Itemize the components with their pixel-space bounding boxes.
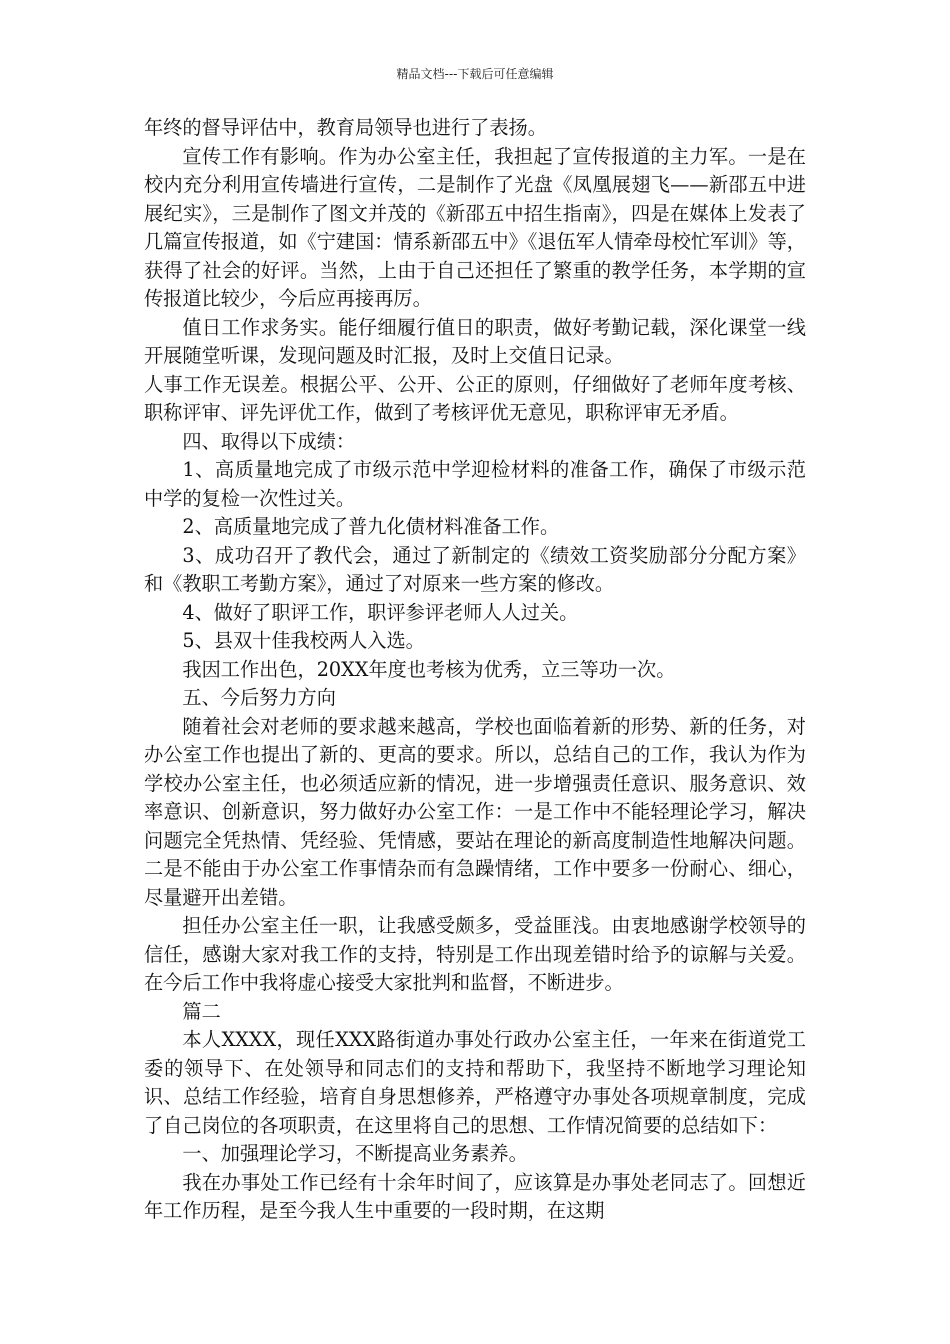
list-item: 5、县双十佳我校两人入选。 <box>182 629 425 652</box>
paragraph: 宣传工作有影响。作为办公室主任，我担起了宣传报道的主力军。一是在校内充分利用宣传墙进行宣传，二是制作了光盘《凤凰展翅飞——新邵五中进展纪实》，三是制作了图文并茂的《新邵五中招生指南》，四是在媒体上发表了几篇宣传报道，如《宁建国：情系新邵五中》《退伍军人情牵母校忙军训》等，获得了社会的好评。当然，上由于自己还担任了繁重的教学任务，本学期的宣传报道比较少，今后应再接再厉。 <box>144 144 806 310</box>
section-heading: 一、加强理论学习，不断提高业务素养。 <box>182 1142 528 1165</box>
page-header: 精品文档---下载后可任意编辑 <box>396 67 554 81</box>
paragraph: 我在办事处工作已经有十余年时间了，应该算是办事处老同志了。回想近年工作历程，是至今我人生中重要的一段时期，在这期 <box>144 1170 806 1222</box>
list-item: 2、高质量地完成了普九化债材料准备工作。 <box>182 515 560 538</box>
paragraph: 值日工作求务实。能仔细履行值日的职责，做好考勤记载，深化课堂一线开展随堂听课，发现问题及时汇报，及时上交值日记录。 <box>144 315 806 367</box>
paragraph: 担任办公室主任一职，让我感受颇多，受益匪浅。由衷地感谢学校领导的信任，感谢大家对我工作的支持，特别是工作出现差错时给予的谅解与关爱。在今后工作中我将虚心接受大家批判和监督，不断进步。 <box>144 914 806 994</box>
paragraph: 我因工作出色，20XX年度也考核为优秀，立三等功一次。 <box>182 657 676 681</box>
list-item: 3、成功召开了教代会，通过了新制定的《绩效工资奖励部分分配方案》和《教职工考勤方案》，通过了对原来一些方案的修改。 <box>144 543 806 595</box>
list-item: 1、高质量地完成了市级示范中学迎检材料的准备工作，确保了市级示范中学的复检一次性过关。 <box>144 458 806 510</box>
document-body <box>144 114 806 1226</box>
section-heading: 篇二 <box>182 999 221 1023</box>
paragraph: 随着社会对老师的要求越来越高，学校也面临着新的形势、新的任务，对办公室工作也提出了新的、更高的要求。所以，总结自己的工作，我认为作为学校办公室主任，也必须适应新的情况，进一步增强责任意识、服务意识、效率意识、创新意识，努力做好办公室工作：一是工作中不能轻理论学习，解决问题完全凭热情、凭经验、凭情感，要站在理论的新高度制造性地解决问题。二是不能由于办公室工作事情杂而有急躁情绪，工作中要多一份耐心、细心，尽量避开出差错。 <box>144 714 806 909</box>
list-item: 4、做好了职评工作，职评参评老师人人过关。 <box>182 600 579 624</box>
paragraph: 人事工作无误差。根据公平、公开、公正的原则，仔细做好了老师年度考核、职称评审、评先评优工作，做到了考核评优无意见，职称评审无矛盾。 <box>144 372 806 424</box>
section-heading: 五、今后努力方向 <box>182 686 336 709</box>
section-heading: 四、取得以下成绩： <box>182 429 356 453</box>
paragraph: 年终的督导评估中，教育局领导也进行了表扬。 <box>144 116 547 139</box>
paragraph: 本人XXXX，现任XXX路街道办事处行政办公室主任，一年来在街道党工委的领导下、在处领导和同志们的支持和帮助下，我坚持不断地学习理论知识、总结工作经验，培育自身思想修养，严格遵守办事处各项规章制度，完成了自己岗位的各项职责，在这里将自己的思想、工作情况简要的总结如下： <box>144 1028 806 1137</box>
